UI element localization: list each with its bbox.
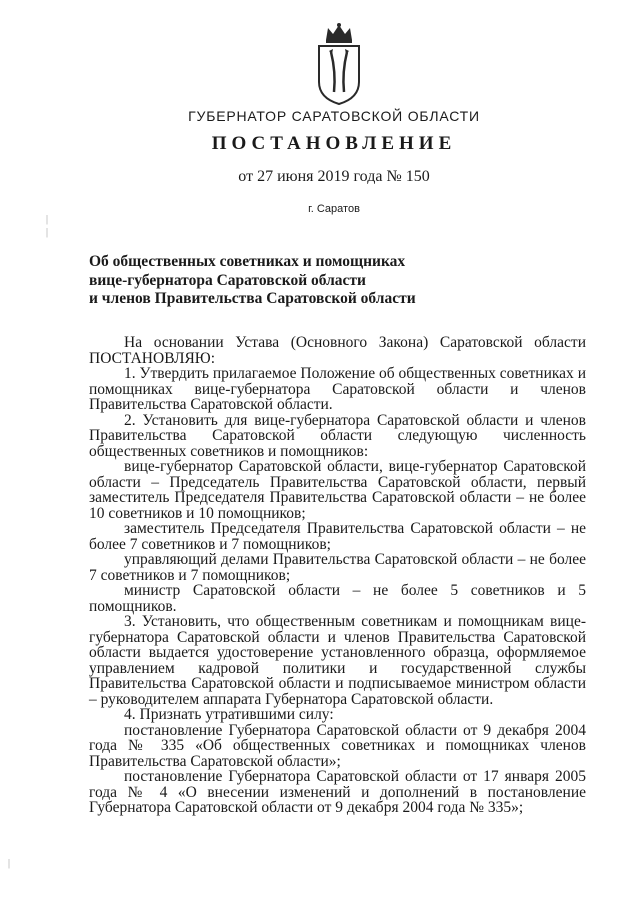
document-subject — [89, 253, 416, 309]
margin-mark: | — [46, 214, 49, 225]
subject-line: и членов Правительства Саратовской области — [89, 290, 416, 307]
paragraph: постановление Губернатора Саратовской области от 9 декабря 2004 года № 335 «Об общественных советниках и помощниках членов Правительства Саратовской области»; — [89, 721, 586, 770]
paragraph: На основании Устава (Основного Закона) Саратовской области ПОСТАНОВЛЯЮ: — [89, 334, 586, 367]
paragraph: 2. Установить для вице-губернатора Саратовской области и членов Правительства Саратовской области следующую численность общественных советников и помощников: — [89, 411, 586, 460]
paragraph: 3. Установить, что общественным советникам и помощникам вице-губернатора Саратовской области и членов Правительства Саратовской области выдается удостоверение установленного образца, оформляемое управлением кадровой политики и государственной службы Правительства Саратовской области и подписываемое министром области – руководителем аппарата Губернатора Саратовской области. — [89, 613, 586, 708]
issuer-title: ГУБЕРНАТОР САРАТОВСКОЙ ОБЛАСТИ — [188, 108, 480, 124]
subject-line: вице-губернатора Саратовской области — [89, 271, 366, 289]
paragraph: постановление Губернатора Саратовской области от 17 января 2005 года № 4 «О внесении изменений и дополнений в постановление Губернатора Саратовской области от 9 декабря 2004 года № 335»; — [89, 768, 586, 816]
margin-mark: | — [8, 858, 11, 869]
document-date-number: от 27 июня 2019 года № 150 — [238, 168, 430, 185]
document-type: ПОСТАНОВЛЕНИЕ — [211, 133, 457, 154]
margin-mark: | — [46, 227, 49, 238]
paragraph: 4. Признать утратившими силу: — [124, 706, 334, 723]
saratov-coat-of-arms-icon — [314, 22, 364, 106]
document-city: г. Саратов — [308, 203, 360, 215]
paragraph: управляющий делами Правительства Саратовской области – не более 7 советников и 7 помощников; — [89, 551, 586, 584]
paragraph: вице-губернатор Саратовской области, вице-губернатор Саратовской области – Председатель Правительства Саратовской области, первый заместитель Председателя Правительства Саратовской области – не более 10 советников и 10 помощников; — [89, 458, 586, 522]
paragraph: министр Саратовской области – не более 5 советников и 5 помощников. — [89, 582, 586, 615]
paragraph: заместитель Председателя Правительства Саратовской области – не более 7 советников и 7 помощников; — [89, 520, 586, 553]
subject-line: Об общественных советниках и помощниках — [89, 253, 406, 270]
paragraph: 1. Утвердить прилагаемое Положение об общественных советниках и помощниках вице-губернатора Саратовской области и членов Правительства Саратовской области. — [89, 365, 586, 413]
document-body — [89, 335, 586, 816]
